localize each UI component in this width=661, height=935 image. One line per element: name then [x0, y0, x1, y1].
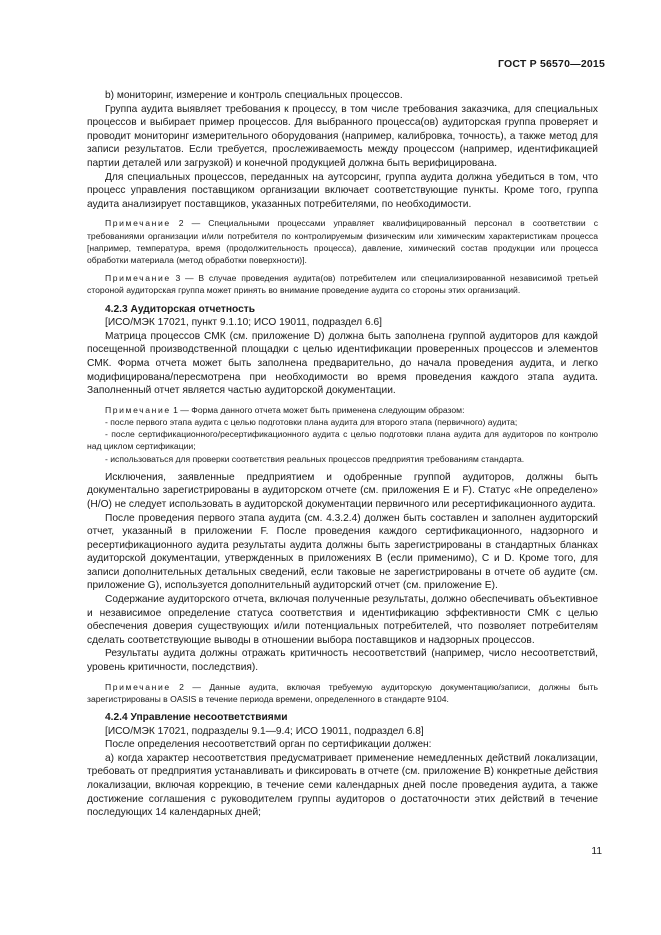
note-3: [87, 272, 598, 296]
section-reference: [ИСО/МЭК 17021, пункт 9.1.10; ИСО 19011, подраздел 6.6]: [105, 317, 382, 329]
section-heading-4-2-3: 4.2.3 Аудиторская отчетность: [105, 303, 256, 315]
note-list-item: - после сертификационного/ресертификационного аудита с целью подготовки плана аудита для аудиторов по контролю над циклом сертификации;: [87, 429, 598, 452]
paragraph-exclusions: Исключения, заявленные предприятием и одобренные группой аудиторов, должны быть документально зарегистрированы в аудиторском отчете (см. приложения E и F). Статус «Не определено» (Н/О) не следует использовать в аудиторской документации первичного или ресертификационного аудита.: [87, 471, 598, 510]
note-text: 2 — Специальными процессами управляет квалифицированный персонал в соответствии с требованиями организации и/или потребителя по контролируемым физическим или химическим характеристикам процесса [например, температура, время (продолжительность процесса), давление, химический состав продукции или процесса обработки материала (метод обработки поверхности)].: [87, 218, 598, 265]
note-text: 2 — Данные аудита, включая требуемую аудиторскую документацию/записи, должны быть зарегистрированы в OASIS в течение периода времени, определенного в стандарте 9104.: [87, 681, 598, 704]
note-2-special: [87, 217, 598, 266]
note-list-item: - после первого этапа аудита с целью подготовки плана аудита для второго этапа (первичного) аудита;: [105, 416, 518, 427]
paragraph-matrix: Матрица процессов СМК (см. приложение D) должна быть заполнена группой аудиторов для каждой посещенной производственной площадки с целью идентификации проверенных процессов и элементов СМК. Форма отчета может быть заполнена предварительно, до начала проведения аудита, и легко модифицирована/пересмотрена при необходимости во время проведения каждого этапа аудита. Заполненный отчет является частью аудиторской документации.: [87, 330, 598, 397]
note-label: Примечание: [105, 681, 171, 692]
note-label: Примечание: [105, 218, 171, 229]
paragraph-first-stage: После проведения первого этапа аудита (см. 4.3.2.4) должен быть составлен и заполнен аудиторский отчет, указанный в приложении F. После проведения каждого сертификационного, надзорного и ресертификационного аудита результаты аудита должны быть зарегистрированы в стандартных бланках аудиторской документации, утвержденных в приложениях B (если применимо), C и D. Кроме того, для записи дополнительных детальных сведений, если таковые не зарегистрированы в отчете об аудите (см. приложение G), используется дополнительный аудиторский отчет (см. приложение E).: [87, 512, 598, 592]
paragraph-nonconformity-intro: После определения несоответствий орган по сертификации должен:: [105, 739, 432, 751]
note-text: 1 — Форма данного отчета может быть применена следующим образом:: [170, 404, 465, 415]
paragraph-report-content: Содержание аудиторского отчета, включая полученные результаты, должно обеспечивать объективное и независимое определение статуса соответствия и идентификацию эффективности СМК с целью обеспечения доверия существующих и/или потенциальных потребителей, что позволяет потребителям сделать соответствующие выводы в отношении выбора поставщиков и надзорных процессов.: [87, 594, 598, 646]
note-label: Примечание: [105, 273, 171, 284]
note-label: Примечание: [105, 404, 171, 415]
note-2-oasis: [87, 681, 598, 705]
note-1: [87, 404, 598, 416]
page-body: [87, 89, 598, 820]
page-number: 11: [591, 846, 602, 857]
standard-header: ГОСТ Р 56570—2015: [497, 58, 605, 70]
note-text: 3 — В случае проведения аудита(ов) потребителем или специализированной независимой третьей стороной аудиторская группа может принять во внимание проведение аудита со стороны этих организаций.: [87, 273, 598, 296]
paragraph-requirements: Группа аудита выявляет требования к процессу, в том числе требования заказчика, для специальных процессов и выбирает пример процессов. Для выбранного процесса(ов) аудиторская группа проверяет и проводит мониторинг измерительного оборудования (например, калибровка, точность), а также метод для записи результатов. Если требуется, прослеживаемость между процессом (например, идентификацией партии деталей или загрузкой) и конечной продукцией должна быть верифицирована.: [87, 103, 598, 169]
paragraph-a-containment: а) когда характер несоответствия предусматривает применение немедленных действий локализации, требовать от предприятия устанавливать и фиксировать в отчете (см. приложение В) конкретные действия локализации, включая коррекцию, в течение семи календарных дней после проведения аудита, а также достижение соглашения с руководителем группы аудиторов о достаточности этих действий в течение последующих 14 календарных дней;: [87, 752, 598, 819]
paragraph-b: b) мониторинг, измерение и контроль специальных процессов.: [105, 90, 403, 101]
paragraph-results: Результаты аудита должны отражать критичность несоответствий (например, число несоответствий, уровень критичности, последствия).: [87, 648, 598, 674]
section-heading-4-2-4: 4.2.4 Управление несоответствиями: [105, 712, 288, 724]
paragraph-outsourcing: Для специальных процессов, переданных на аутсорсинг, группа аудита должна убедиться в том, что процесс управления поставщиком организации включает соответствующие пункты. Кроме того, группа аудита анализирует поставщиков, указанных потребителями, по необходимости.: [87, 171, 598, 210]
note-list-item: - использоваться для проверки соответствия реальных процессов предприятия требованиям стандарта.: [105, 453, 525, 464]
section-reference: [ИСО/МЭК 17021, подразделы 9.1—9.4; ИСО 19011, подраздел 6.8]: [105, 725, 424, 737]
